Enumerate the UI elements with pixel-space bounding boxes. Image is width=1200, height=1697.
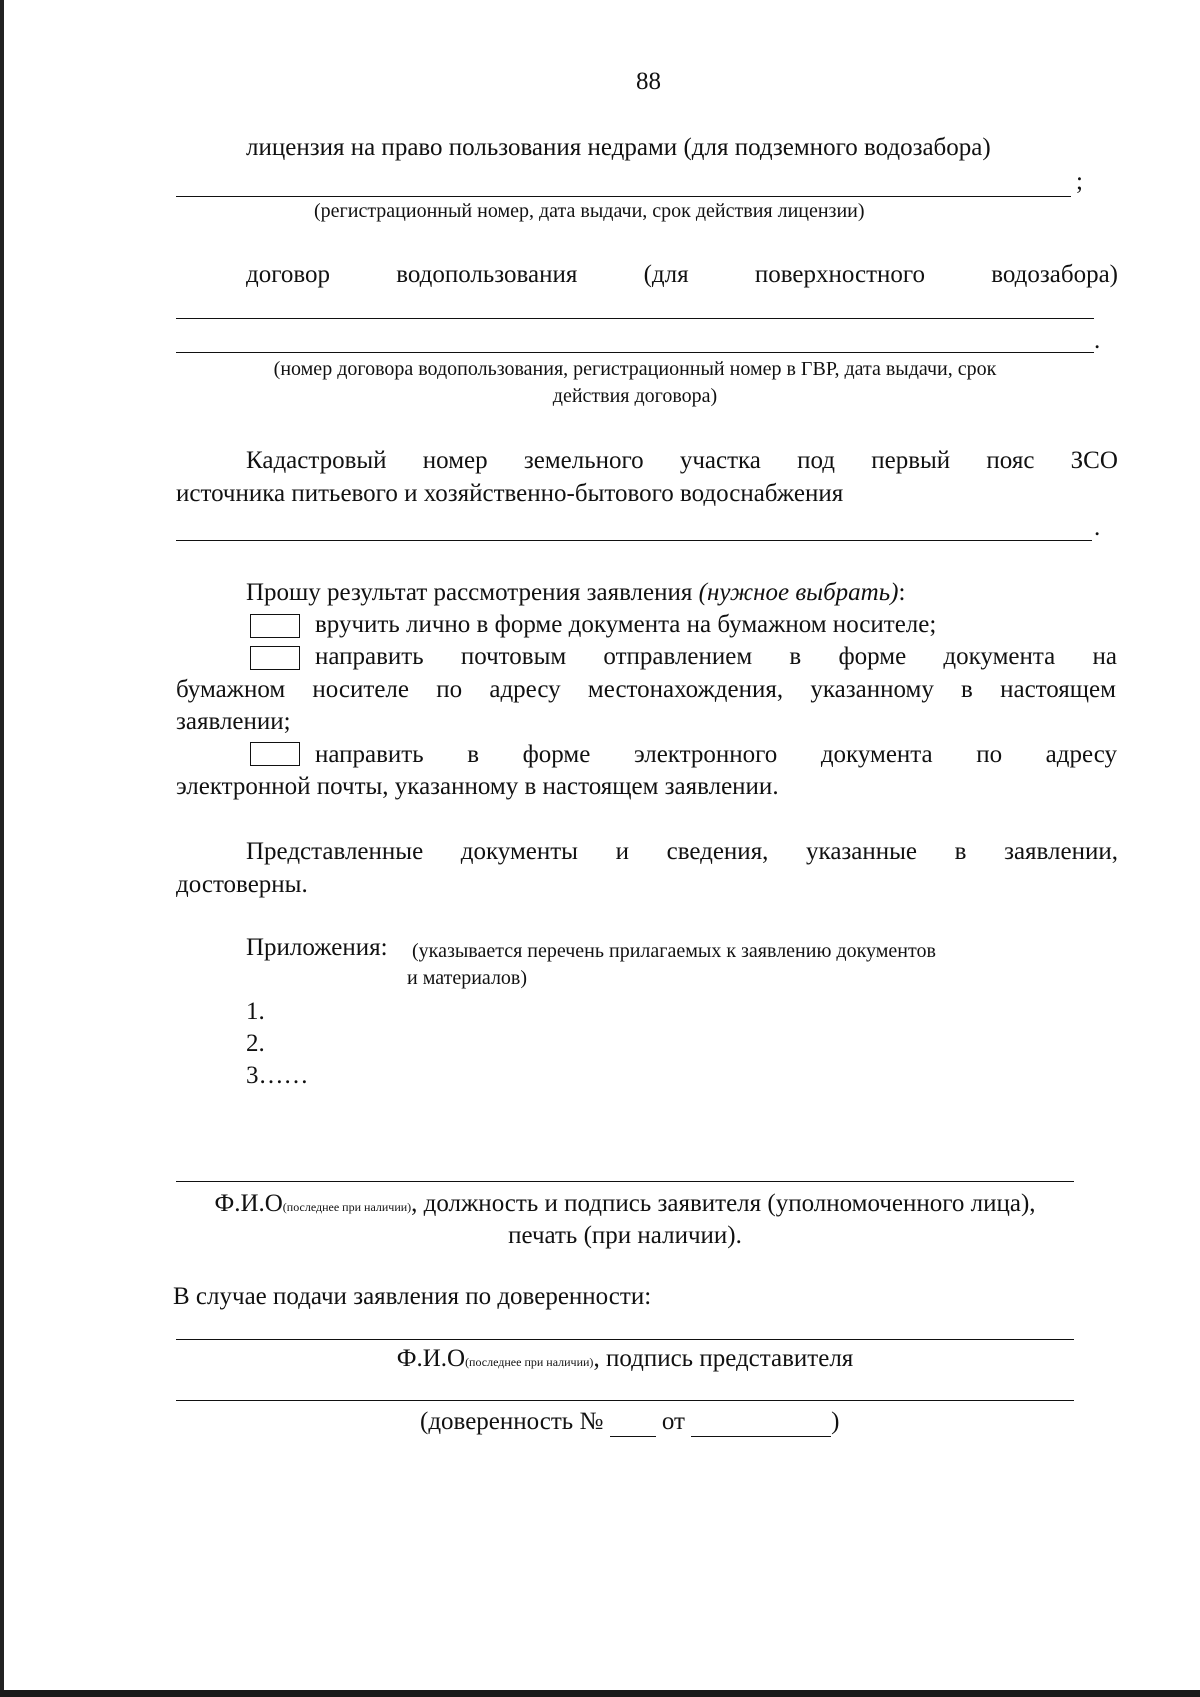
license-end-mark: ;	[1076, 168, 1083, 195]
cadastral-line1	[246, 447, 1118, 475]
applicant-fio: Ф.И.О	[214, 1190, 283, 1217]
option3-word: документа	[820, 741, 933, 768]
attachments-note-line1: (указывается перечень прилагаемых к заявлению документов	[412, 940, 936, 962]
attachment-item-3: 3……	[246, 1062, 309, 1089]
contract-fill-line-1[interactable]	[176, 318, 1094, 319]
option2-checkbox[interactable]	[250, 646, 300, 670]
option2-word: на	[1092, 643, 1117, 670]
cadastral-word: первый	[871, 447, 951, 474]
cadastral-word: земельного	[523, 447, 644, 474]
applicant-caption-rest: , должность и подпись заявителя (уполномоченного лица),	[411, 1190, 1036, 1217]
option2-word: направить	[315, 643, 424, 670]
option3-line1	[315, 741, 1117, 769]
proxy-fio: Ф.И.О	[396, 1345, 466, 1372]
cadastral-end-mark: .	[1094, 514, 1101, 541]
reliability-word: в	[954, 838, 967, 865]
option3-word: электронного	[633, 741, 778, 768]
proxy-signature-line[interactable]	[176, 1339, 1074, 1340]
option2-word: в	[961, 676, 973, 703]
contract-end-mark: .	[1094, 327, 1101, 354]
power-open: (доверенность №	[420, 1408, 604, 1435]
option2-word: документа	[943, 643, 1056, 670]
reliability-line1	[246, 838, 1118, 866]
cadastral-word: пояс	[986, 447, 1035, 474]
cadastral-word: под	[797, 447, 836, 474]
option2-line3: заявлении;	[176, 708, 291, 735]
power-close: )	[831, 1408, 840, 1435]
reliability-word: сведения,	[666, 838, 769, 865]
option2-line1	[315, 643, 1117, 671]
attachments-note-line2: и материалов)	[407, 967, 528, 989]
cadastral-word: участка	[679, 447, 761, 474]
reliability-word: заявлении,	[1004, 838, 1118, 865]
option2-word: форме	[838, 643, 907, 670]
request-intro-text: Прошу результат рассмотрения заявления	[246, 579, 693, 606]
reliability-word: указанные	[806, 838, 918, 865]
attachment-item-2: 2.	[246, 1030, 265, 1057]
contract-label	[246, 261, 1118, 289]
option2-word: почтовым	[460, 643, 567, 670]
option2-word: отправлением	[603, 643, 753, 670]
option3-word: адресу	[1045, 741, 1117, 768]
contract-word: договор	[246, 261, 330, 288]
license-label: лицензия на право пользования недрами (для подземного водозабора)	[246, 134, 991, 161]
proxy-signature-caption	[176, 1345, 1074, 1373]
contract-word: (для	[643, 261, 689, 288]
contract-word: водопользования	[396, 261, 578, 288]
power-number-field[interactable]	[610, 1408, 656, 1437]
contract-word: водозабора)	[991, 261, 1118, 288]
power-of-attorney	[420, 1408, 840, 1437]
license-fill-line[interactable]	[176, 196, 1071, 197]
option3-word: направить	[315, 741, 424, 768]
power-date-field[interactable]	[691, 1408, 831, 1437]
option3-checkbox[interactable]	[250, 742, 300, 766]
reliability-word: и	[615, 838, 629, 865]
option2-word: адресу	[489, 676, 561, 703]
attachment-item-1: 1.	[246, 998, 265, 1025]
option2-word: настоящем	[1000, 676, 1116, 703]
option2-word: бумажном	[176, 676, 286, 703]
applicant-signature-caption-line2: печать (при наличии).	[508, 1222, 742, 1249]
contract-caption-line1: (номер договора водопользования, регистрационный номер в ГВР, дата выдачи, срок	[273, 358, 997, 380]
proxy-caption-rest: , подпись представителя	[593, 1345, 854, 1372]
option2-word: носителе	[312, 676, 409, 703]
cadastral-word: номер	[422, 447, 488, 474]
option3-word: по	[976, 741, 1003, 768]
option1-checkbox[interactable]	[250, 614, 300, 638]
applicant-signature-caption	[140, 1190, 1110, 1218]
option3-line2: электронной почты, указанному в настоящем заявлении.	[176, 773, 779, 800]
proxy-second-line[interactable]	[176, 1400, 1074, 1401]
reliability-line2: достоверны.	[176, 871, 308, 898]
option2-word: указанному	[810, 676, 934, 703]
reliability-word: Представленные	[246, 838, 424, 865]
option3-word: в	[467, 741, 480, 768]
cadastral-fill-line[interactable]	[176, 540, 1092, 541]
cadastral-word: ЗСО	[1070, 447, 1118, 474]
option1-label: вручить лично в форме документа на бумажном носителе;	[315, 611, 937, 638]
option2-line2	[176, 676, 1116, 704]
proxy-heading: В случае подачи заявления по доверенности:	[173, 1283, 652, 1310]
option3-word: форме	[522, 741, 591, 768]
scan-bottom-edge	[0, 1690, 1200, 1697]
request-intro-hint: (нужное выбрать)	[698, 579, 899, 606]
applicant-fio-note: (последнее при наличии)	[282, 1200, 412, 1214]
page-number: 88	[636, 68, 661, 95]
request-intro-colon: :	[898, 579, 906, 606]
applicant-signature-line[interactable]	[176, 1181, 1074, 1182]
contract-fill-line-2[interactable]	[176, 352, 1094, 353]
proxy-fio-note: (последнее при наличии)	[465, 1355, 594, 1369]
reliability-word: документы	[460, 838, 578, 865]
cadastral-word: Кадастровый	[246, 447, 387, 474]
power-from: от	[661, 1408, 685, 1435]
option2-word: по	[436, 676, 463, 703]
option2-word: местонахождения,	[587, 676, 784, 703]
contract-caption-line2: действия договора)	[552, 385, 718, 407]
scan-left-edge	[0, 0, 4, 1697]
request-intro	[246, 579, 905, 607]
cadastral-line2: источника питьевого и хозяйственно-бытового водоснабжения	[176, 480, 844, 507]
attachments-label: Приложения:	[246, 934, 388, 961]
contract-word: поверхностного	[754, 261, 926, 288]
option2-word: в	[789, 643, 802, 670]
license-caption: (регистрационный номер, дата выдачи, срок действия лицензии)	[314, 200, 865, 222]
